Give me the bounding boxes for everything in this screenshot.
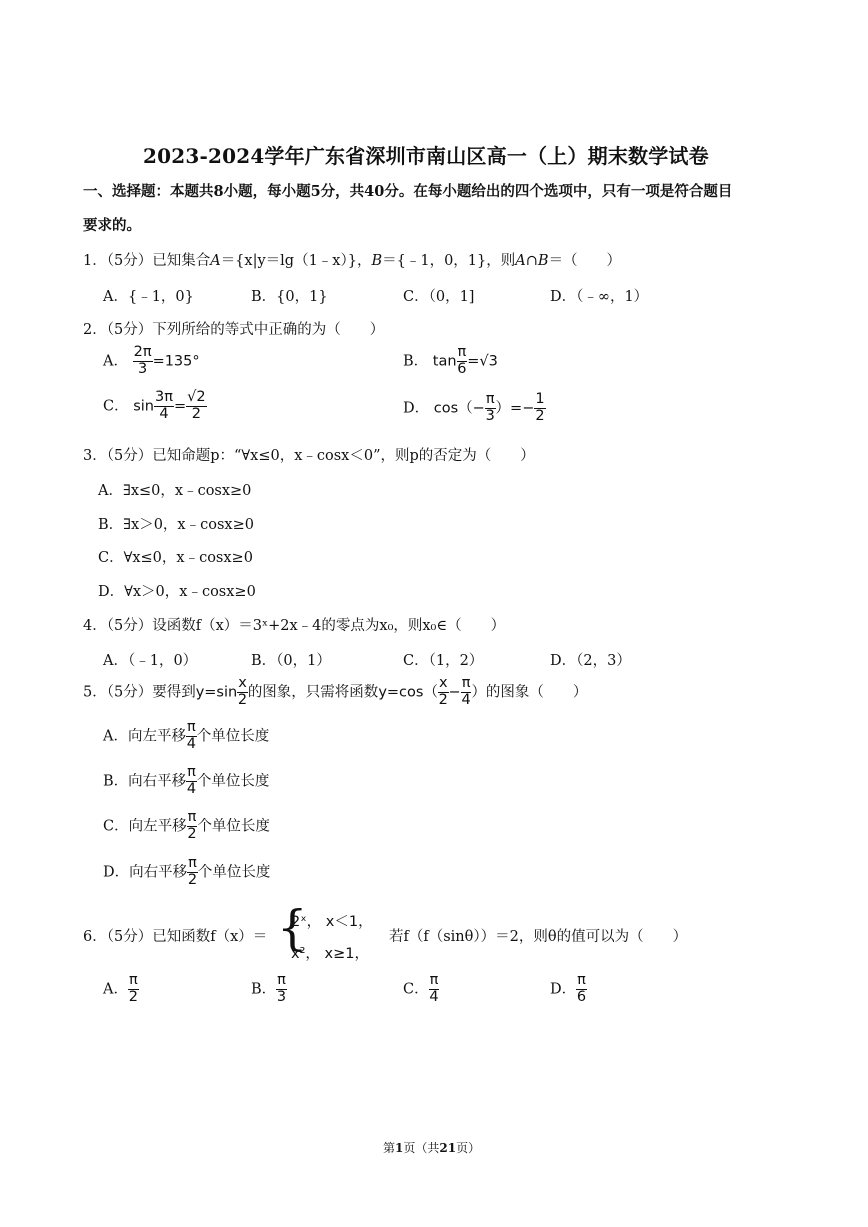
- left-brace: {: [277, 900, 308, 956]
- question-1-option-b: B．{0，1}: [251, 289, 328, 305]
- page-title: 2023-2024学年广东省深圳市南山区高一（上）期末数学试卷: [143, 144, 709, 168]
- question-6-stem-prefix: 6．（5分）已知函数f（x）＝: [83, 929, 268, 945]
- question-4-stem: 4．（5分）设函数f（x）＝3ˣ+2x﹣4的零点为x₀，则x₀∈（ ）: [83, 618, 506, 634]
- question-3-option-a: A．∃x≤0，x﹣cosx≥0: [98, 483, 252, 499]
- question-2-option-d: D． cos（− $\frac{\pi}{3}$ ）=− $\frac{1}{2}$: [403, 391, 545, 424]
- question-4-option-b: B．（0，1）: [251, 653, 331, 669]
- fraction: $\frac{\pi}{3}$: [276, 972, 287, 1005]
- fraction: $\frac{2\pi}{3}$: [133, 344, 152, 377]
- question-2-option-c: C． sin $\frac{3\pi}{4}$ = $\frac{√2}{2}$: [103, 389, 206, 422]
- question-2-option-a: A． $\frac{2\pi}{3}$ =135°: [103, 344, 200, 377]
- fraction: $\frac{\pi}{6}$: [457, 344, 467, 377]
- fraction: $\frac{\pi}{4}$: [186, 719, 196, 752]
- piecewise-case-2: x²， x≥1，: [291, 946, 369, 962]
- fraction: $\frac{\pi}{6}$: [576, 972, 587, 1005]
- fraction: $\frac{\pi}{4}$: [461, 675, 471, 708]
- question-6-option-d: D． $\frac{\pi}{6}$: [550, 972, 587, 1005]
- fraction: $\frac{x}{2}$: [237, 675, 248, 708]
- question-1-option-d: D．（﹣∞，1）: [550, 289, 649, 305]
- section-heading-line2: 要求的。: [83, 217, 141, 234]
- fraction: $\frac{\pi}{4}$: [186, 764, 197, 797]
- question-5-option-b: B．向右平移 $\frac{\pi}{4}$ 个单位长度: [103, 764, 270, 797]
- page-footer: 第1页（共21页）: [383, 1141, 481, 1155]
- question-6-option-b: B． $\frac{\pi}{3}$: [251, 972, 287, 1005]
- question-3-stem: 3．（5分）已知命题p：“∀x≤0，x﹣cosx＜0”，则p的否定为（ ）: [83, 448, 535, 464]
- question-3-option-c: C．∀x≤0，x﹣cosx≥0: [98, 550, 253, 566]
- fraction: $\frac{\pi}{2}$: [187, 809, 197, 842]
- question-2-stem: 2．（5分）下列所给的等式中正确的为（ ）: [83, 322, 385, 338]
- question-5-option-d: D．向右平移 $\frac{\pi}{2}$ 个单位长度: [103, 855, 271, 888]
- fraction: $\frac{√2}{2}$: [187, 389, 206, 422]
- fraction: $\frac{\pi}{3}$: [485, 391, 495, 424]
- question-4-option-c: C．（1，2）: [403, 653, 484, 669]
- question-5-option-c: C．向左平移 $\frac{\pi}{2}$ 个单位长度: [103, 809, 270, 842]
- fraction: $\frac{\pi}{2}$: [128, 972, 138, 1005]
- question-3-option-b: B．∃x＞0，x﹣cosx≥0: [98, 517, 254, 533]
- section-heading-line1: 一、选择题：本题共8小题，每小题5分，共40分。在每小题给出的四个选项中，只有一项是符合题目: [83, 183, 733, 200]
- question-6-option-a: A． $\frac{\pi}{2}$: [103, 972, 138, 1005]
- fraction: $\frac{\pi}{2}$: [187, 855, 198, 888]
- fraction: $\frac{3\pi}{4}$: [155, 389, 173, 422]
- fraction: $\frac{\pi}{4}$: [429, 972, 439, 1005]
- question-4-option-d: D．（2，3）: [550, 653, 631, 669]
- fraction: $\frac{1}{2}$: [535, 391, 545, 424]
- question-5-stem: 5．（5分）要得到y=sin $\frac{x}{2}$ 的图象，只需将函数y=cos（ $\frac{x}{2}$ − $\frac{\pi}{4}$ ）的图象（ ）: [83, 675, 588, 708]
- question-3-option-d: D．∀x＞0，x﹣cosx≥0: [98, 584, 256, 600]
- question-6-option-c: C． $\frac{\pi}{4}$: [403, 972, 439, 1005]
- question-1-option-a: A．{﹣1，0}: [103, 289, 194, 305]
- question-6-stem-suffix: 若f（f（sinθ））＝2，则θ的值可以为（ ）: [389, 929, 688, 945]
- question-1-stem: 1．（5分）已知集合A＝{x|y＝lg（1﹣x）}，B＝{﹣1，0，1}，则A∩B＝（ ）: [83, 253, 622, 269]
- piecewise-case-1: 2ˣ， x＜1，: [291, 914, 373, 930]
- fraction: $\frac{x}{2}$: [438, 675, 448, 708]
- question-4-option-a: A．（﹣1，0）: [103, 653, 198, 669]
- question-2-option-b: B． tan $\frac{\pi}{6}$ =√3: [403, 344, 498, 377]
- question-5-option-a: A．向左平移 $\frac{\pi}{4}$ 个单位长度: [103, 719, 270, 752]
- question-1-option-c: C．（0，1]: [403, 289, 475, 305]
